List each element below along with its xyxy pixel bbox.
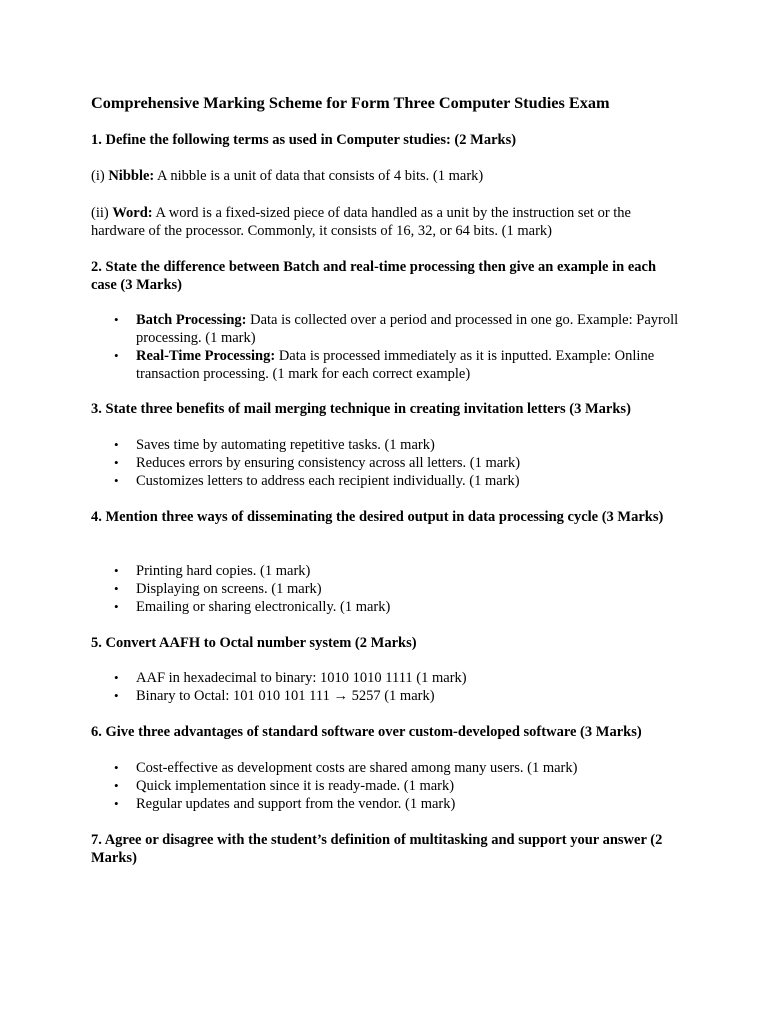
q1-nibble-prefix: (i): [91, 168, 109, 184]
q1-word-definition: [91, 204, 681, 240]
list-item: • Regular updates and support from the vendor. (1 mark): [91, 795, 681, 813]
list-item: [91, 311, 681, 347]
document-title: Comprehensive Marking Scheme for Form Three Computer Studies Exam: [91, 93, 610, 112]
question-3-heading: 3. State three benefits of mail merging technique in creating invitation letters (3 Marks): [91, 401, 631, 417]
list-item: • AAF in hexadecimal to binary: 1010 1010 1111 (1 mark): [91, 669, 681, 687]
list-item: • Printing hard copies. (1 mark): [91, 562, 681, 580]
q3-answer-list: [91, 436, 681, 490]
q2-item-text: Data is processed immediately as it is inputted. Example: Online transaction processing. (1 mark for each correct example): [136, 348, 655, 382]
q4-answer-list: [91, 562, 681, 616]
list-item: • Cost-effective as development costs are shared among many users. (1 mark): [91, 759, 681, 777]
list-item: • Saves time by automating repetitive tasks. (1 mark): [91, 436, 681, 454]
q1-word-text: A word is a fixed-sized piece of data handled as a unit by the instruction set or the hardware of the processor. Commonly, it consists of 16, 32, or 64 bits. (1 mark): [91, 205, 631, 239]
question-5-heading: 5. Convert AAFH to Octal number system (2 Marks): [91, 635, 417, 651]
q6-answer-list: [91, 759, 681, 813]
question-1-heading: 1. Define the following terms as used in Computer studies: (2 Marks): [91, 132, 517, 148]
question-7-heading: 7. Agree or disagree with the student’s definition of multitasking and support your answer (2 Marks): [91, 832, 663, 866]
question-4-heading: 4. Mention three ways of disseminating the desired output in data processing cycle (3 Marks): [91, 509, 664, 525]
q2-answer-list: [91, 311, 681, 383]
q1-nibble-term: Nibble:: [108, 168, 155, 184]
q1-word-term: Word:: [112, 205, 153, 221]
q2-item-text: Data is collected over a period and processed in one go. Example: Payroll processing. (1 mark): [136, 312, 679, 346]
q1-nibble-text: A nibble is a unit of data that consists of 4 bits. (1 mark): [154, 168, 484, 184]
question-2-heading: 2. State the difference between Batch and real-time processing then give an example in each case (3 Marks): [91, 259, 657, 293]
list-item: • Quick implementation since it is ready-made. (1 mark): [91, 777, 681, 795]
list-item: • Reduces errors by ensuring consistency across all letters. (1 mark): [91, 454, 681, 472]
q1-word-prefix: (ii): [91, 205, 113, 221]
list-item: • Binary to Octal: 101 010 101 111 → 5257 (1 mark): [91, 687, 681, 705]
question-6-heading: 6. Give three advantages of standard software over custom-developed software (3 Marks): [91, 724, 642, 740]
list-item: • Customizes letters to address each recipient individually. (1 mark): [91, 472, 681, 490]
list-item: [91, 347, 681, 383]
q1-nibble-definition: [91, 167, 681, 185]
q2-item-term: Real-Time Processing:: [136, 348, 276, 364]
q2-item-term: Batch Processing:: [136, 312, 247, 328]
list-item: • Emailing or sharing electronically. (1 mark): [91, 598, 681, 616]
q5-answer-list: [91, 669, 681, 705]
list-item: • Displaying on screens. (1 mark): [91, 580, 681, 598]
